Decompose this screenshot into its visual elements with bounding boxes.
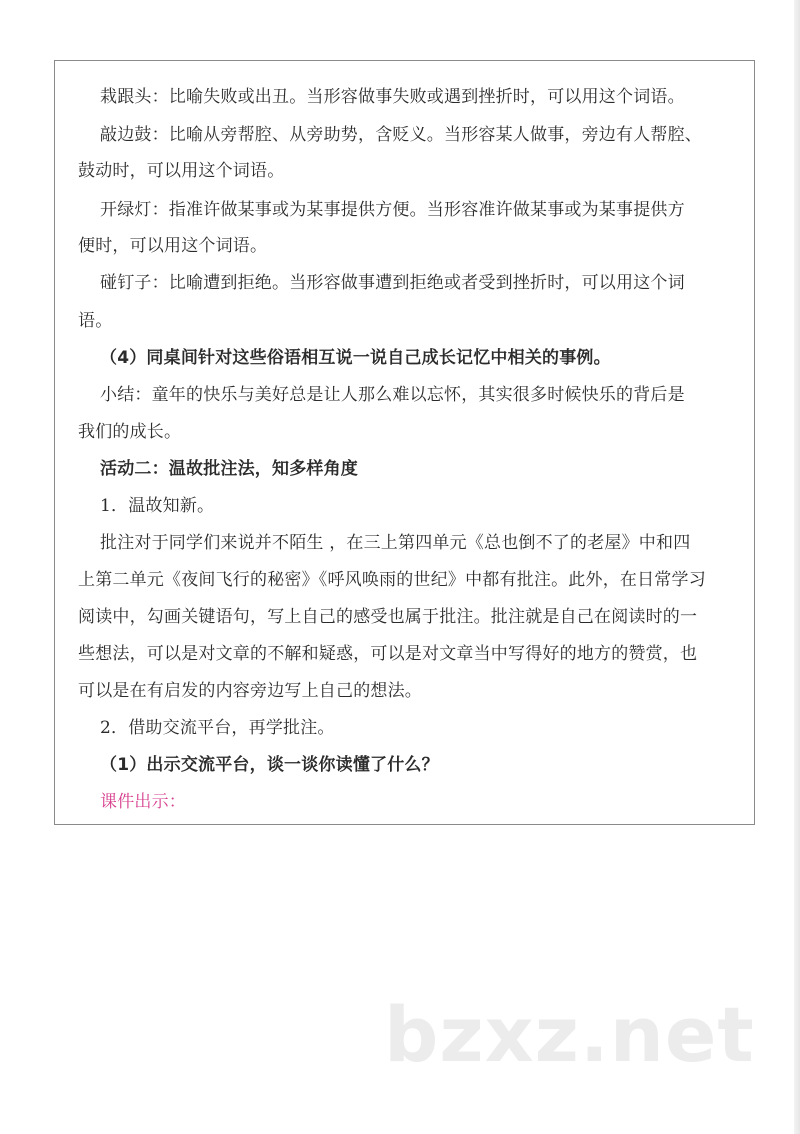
paragraph-kai-lv-deng-cont: 便时，可以用这个词语。 (78, 236, 268, 256)
subsection-1-heading: 1．温故知新。 (100, 496, 215, 516)
activity-2-heading: 活动二：温故批注法，知多样角度 (100, 459, 358, 479)
summary-paragraph-cont: 我们的成长。 (78, 422, 182, 442)
annotation-paragraph-cont-2: 阅读中，勾画关键语句，写上自己的感受也属于批注。批注就是自己在阅读时的一 (78, 607, 698, 627)
annotation-paragraph: 批注对于同学们来说并不陌生 ，在三上第四单元《总也倒不了的老屋》中和四 (100, 533, 691, 553)
paragraph-peng-ding-zi-cont: 语。 (78, 311, 113, 331)
paragraph-qiao-bian-gu-cont: 鼓动时，可以用这个词语。 (78, 161, 285, 181)
annotation-paragraph-cont-4: 可以是在有启发的内容旁边写上自己的想法。 (78, 681, 422, 701)
step-1-heading: （1）出示交流平台，谈一谈你读懂了什么？ (100, 755, 439, 775)
annotation-paragraph-cont-3: 些想法，可以是对文章的不解和疑惑，可以是对文章当中写得好的地方的赞赏，也 (78, 644, 698, 664)
watermark-logo: bzxz.net (384, 990, 755, 1079)
step-4-heading: （4）同桌间针对这些俗语相互说一说自己成长记忆中相关的事例。 (100, 348, 611, 368)
paragraph-zai-gen-tou: 栽跟头：比喻失败或出丑。当形容做事失败或遇到挫折时，可以用这个词语。 (100, 87, 685, 107)
summary-paragraph: 小结：童年的快乐与美好总是让人那么难以忘怀，其实很多时候快乐的背后是 (100, 385, 685, 405)
paragraph-qiao-bian-gu: 敲边鼓：比喻从旁帮腔、从旁助势，含贬义。当形容某人做事，旁边有人帮腔、 (100, 125, 702, 145)
paragraph-peng-ding-zi: 碰钉子：比喻遭到拒绝。当形容做事遭到拒绝或者受到挫折时，可以用这个词 (100, 273, 685, 293)
subsection-2-heading: 2．借助交流平台，再学批注。 (100, 718, 335, 738)
annotation-paragraph-cont-1: 上第二单元《夜间飞行的秘密》《呼风唤雨的世纪》中都有批注。此外，在日常学习 (78, 570, 706, 590)
courseware-label: 课件出示： (100, 792, 186, 812)
paragraph-kai-lv-deng: 开绿灯：指准许做某事或为某事提供方便。当形容准许做某事或为某事提供方 (100, 200, 685, 220)
page-edge (794, 0, 800, 1134)
